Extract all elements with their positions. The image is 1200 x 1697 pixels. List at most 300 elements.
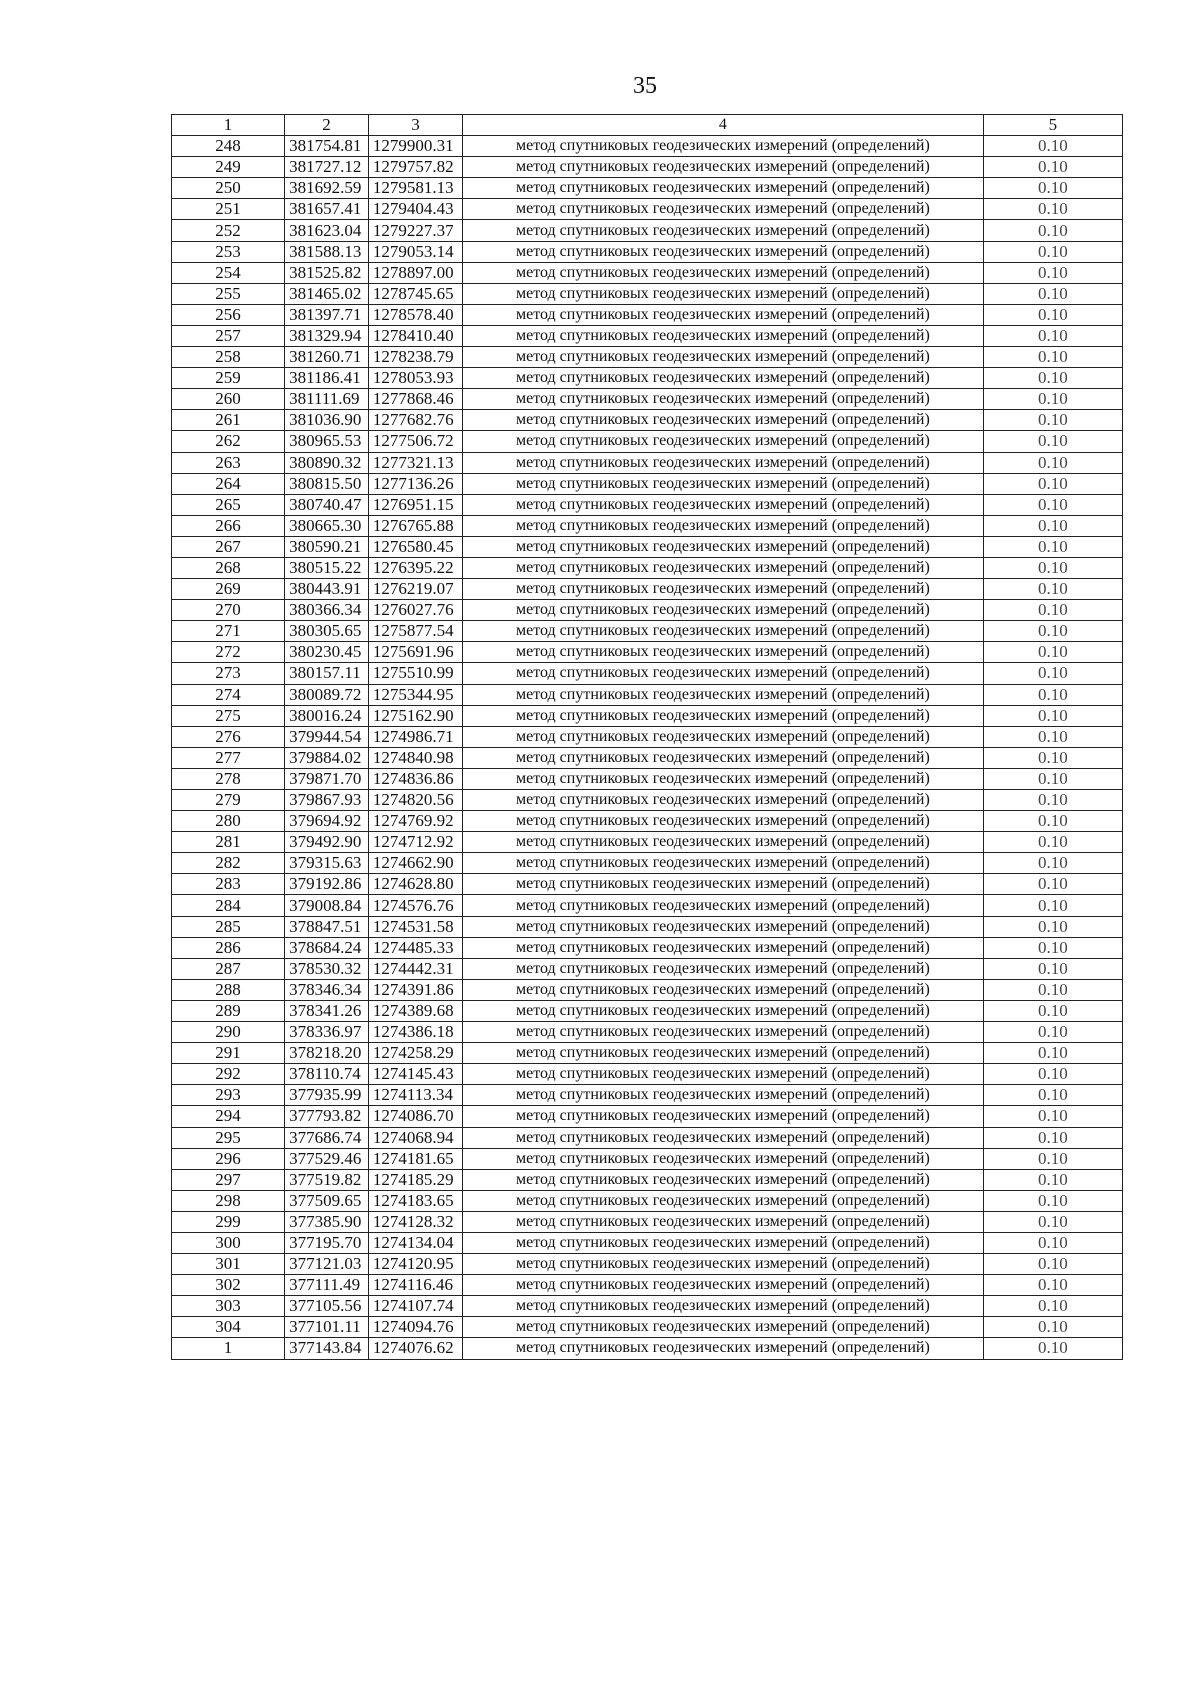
table-row	[172, 937, 1123, 958]
table-row	[172, 1022, 1123, 1043]
point-number-cell: 300	[172, 1232, 285, 1253]
point-number-cell: 284	[172, 895, 285, 916]
table-row	[172, 768, 1123, 789]
x-coordinate-cell: 377509.65	[285, 1190, 369, 1211]
point-number-cell: 270	[172, 600, 285, 621]
table-row	[172, 241, 1123, 262]
table-row	[172, 684, 1123, 705]
y-coordinate-cell: 1279581.13	[368, 178, 462, 199]
header-cell-1: 1	[172, 115, 285, 136]
point-number-cell: 292	[172, 1064, 285, 1085]
method-cell: метод спутниковых геодезических измерений (определений)	[463, 684, 984, 705]
accuracy-cell: 0.10	[983, 136, 1122, 157]
accuracy-cell: 0.10	[983, 768, 1122, 789]
x-coordinate-cell: 379871.70	[285, 768, 369, 789]
x-coordinate-cell: 380366.34	[285, 600, 369, 621]
x-coordinate-cell: 378218.20	[285, 1043, 369, 1064]
point-number-cell: 266	[172, 515, 285, 536]
accuracy-cell: 0.10	[983, 262, 1122, 283]
method-cell: метод спутниковых геодезических измерений (определений)	[463, 557, 984, 578]
y-coordinate-cell: 1274086.70	[368, 1106, 462, 1127]
y-coordinate-cell: 1278578.40	[368, 304, 462, 325]
x-coordinate-cell: 379944.54	[285, 726, 369, 747]
x-coordinate-cell: 377195.70	[285, 1232, 369, 1253]
method-cell: метод спутниковых геодезических измерений (определений)	[463, 1296, 984, 1317]
method-cell: метод спутниковых геодезических измерений (определений)	[463, 1275, 984, 1296]
method-cell: метод спутниковых геодезических измерений (определений)	[463, 157, 984, 178]
table-row	[172, 304, 1123, 325]
y-coordinate-cell: 1274389.68	[368, 1000, 462, 1021]
method-cell: метод спутниковых геодезических измерений (определений)	[463, 410, 984, 431]
point-number-cell: 253	[172, 241, 285, 262]
x-coordinate-cell: 380230.45	[285, 642, 369, 663]
y-coordinate-cell: 1274576.76	[368, 895, 462, 916]
y-coordinate-cell: 1274185.29	[368, 1169, 462, 1190]
method-cell: метод спутниковых геодезических измерений (определений)	[463, 1085, 984, 1106]
table-row	[172, 874, 1123, 895]
x-coordinate-cell: 380590.21	[285, 536, 369, 557]
x-coordinate-cell: 379492.90	[285, 832, 369, 853]
point-number-cell: 256	[172, 304, 285, 325]
y-coordinate-cell: 1274128.32	[368, 1211, 462, 1232]
table-row	[172, 389, 1123, 410]
point-number-cell: 277	[172, 747, 285, 768]
y-coordinate-cell: 1274840.98	[368, 747, 462, 768]
point-number-cell: 276	[172, 726, 285, 747]
table-row	[172, 1211, 1123, 1232]
point-number-cell: 252	[172, 220, 285, 241]
method-cell: метод спутниковых геодезических измерений (определений)	[463, 494, 984, 515]
table-row	[172, 347, 1123, 368]
table-row	[172, 515, 1123, 536]
method-cell: метод спутниковых геодезических измерений (определений)	[463, 325, 984, 346]
table-row	[172, 1148, 1123, 1169]
y-coordinate-cell: 1277506.72	[368, 431, 462, 452]
method-cell: метод спутниковых геодезических измерений (определений)	[463, 1190, 984, 1211]
method-cell: метод спутниковых геодезических измерений (определений)	[463, 368, 984, 389]
accuracy-cell: 0.10	[983, 1211, 1122, 1232]
y-coordinate-cell: 1274391.86	[368, 979, 462, 1000]
y-coordinate-cell: 1274386.18	[368, 1022, 462, 1043]
table-body	[172, 115, 1123, 1360]
method-cell: метод спутниковых геодезических измерений (определений)	[463, 1106, 984, 1127]
y-coordinate-cell: 1278238.79	[368, 347, 462, 368]
y-coordinate-cell: 1276027.76	[368, 600, 462, 621]
method-cell: метод спутниковых геодезических измерений (определений)	[463, 389, 984, 410]
x-coordinate-cell: 381727.12	[285, 157, 369, 178]
accuracy-cell: 0.10	[983, 747, 1122, 768]
x-coordinate-cell: 378530.32	[285, 958, 369, 979]
table-row	[172, 811, 1123, 832]
accuracy-cell: 0.10	[983, 600, 1122, 621]
point-number-cell: 255	[172, 283, 285, 304]
table-row	[172, 1169, 1123, 1190]
point-number-cell: 272	[172, 642, 285, 663]
point-number-cell: 303	[172, 1296, 285, 1317]
accuracy-cell: 0.10	[983, 1022, 1122, 1043]
method-cell: метод спутниковых геодезических измерений (определений)	[463, 747, 984, 768]
x-coordinate-cell: 381692.59	[285, 178, 369, 199]
table-row	[172, 747, 1123, 768]
accuracy-cell: 0.10	[983, 958, 1122, 979]
accuracy-cell: 0.10	[983, 663, 1122, 684]
y-coordinate-cell: 1274107.74	[368, 1296, 462, 1317]
point-number-cell: 248	[172, 136, 285, 157]
table-row	[172, 199, 1123, 220]
table-row	[172, 1127, 1123, 1148]
table-row	[172, 853, 1123, 874]
method-cell: метод спутниковых геодезических измерений (определений)	[463, 832, 984, 853]
table-row	[172, 1296, 1123, 1317]
accuracy-cell: 0.10	[983, 895, 1122, 916]
point-number-cell: 251	[172, 199, 285, 220]
y-coordinate-cell: 1278745.65	[368, 283, 462, 304]
point-number-cell: 260	[172, 389, 285, 410]
x-coordinate-cell: 380890.32	[285, 452, 369, 473]
point-number-cell: 295	[172, 1127, 285, 1148]
x-coordinate-cell: 379694.92	[285, 811, 369, 832]
x-coordinate-cell: 381657.41	[285, 199, 369, 220]
x-coordinate-cell: 378847.51	[285, 916, 369, 937]
accuracy-cell: 0.10	[983, 684, 1122, 705]
point-number-cell: 286	[172, 937, 285, 958]
table-row	[172, 600, 1123, 621]
accuracy-cell: 0.10	[983, 431, 1122, 452]
table-row	[172, 663, 1123, 684]
method-cell: метод спутниковых геодезических измерений (определений)	[463, 1211, 984, 1232]
accuracy-cell: 0.10	[983, 1127, 1122, 1148]
table-row	[172, 1064, 1123, 1085]
table-row	[172, 1338, 1123, 1359]
x-coordinate-cell: 379315.63	[285, 853, 369, 874]
accuracy-cell: 0.10	[983, 304, 1122, 325]
accuracy-cell: 0.10	[983, 241, 1122, 262]
method-cell: метод спутниковых геодезических измерений (определений)	[463, 220, 984, 241]
method-cell: метод спутниковых геодезических измерений (определений)	[463, 1232, 984, 1253]
y-coordinate-cell: 1274836.86	[368, 768, 462, 789]
y-coordinate-cell: 1274116.46	[368, 1275, 462, 1296]
method-cell: метод спутниковых геодезических измерений (определений)	[463, 241, 984, 262]
method-cell: метод спутниковых геодезических измерений (определений)	[463, 958, 984, 979]
y-coordinate-cell: 1275877.54	[368, 621, 462, 642]
y-coordinate-cell: 1279053.14	[368, 241, 462, 262]
x-coordinate-cell: 380305.65	[285, 621, 369, 642]
x-coordinate-cell: 381754.81	[285, 136, 369, 157]
point-number-cell: 278	[172, 768, 285, 789]
table-row	[172, 220, 1123, 241]
table-row	[172, 536, 1123, 557]
accuracy-cell: 0.10	[983, 1106, 1122, 1127]
x-coordinate-cell: 378341.26	[285, 1000, 369, 1021]
y-coordinate-cell: 1274113.34	[368, 1085, 462, 1106]
accuracy-cell: 0.10	[983, 1338, 1122, 1359]
point-number-cell: 298	[172, 1190, 285, 1211]
method-cell: метод спутниковых геодезических измерений (определений)	[463, 853, 984, 874]
y-coordinate-cell: 1274094.76	[368, 1317, 462, 1338]
method-cell: метод спутниковых геодезических измерений (определений)	[463, 136, 984, 157]
x-coordinate-cell: 381397.71	[285, 304, 369, 325]
point-number-cell: 297	[172, 1169, 285, 1190]
method-cell: метод спутниковых геодезических измерений (определений)	[463, 790, 984, 811]
accuracy-cell: 0.10	[983, 726, 1122, 747]
table-row	[172, 410, 1123, 431]
accuracy-cell: 0.10	[983, 642, 1122, 663]
y-coordinate-cell: 1274120.95	[368, 1254, 462, 1275]
point-number-cell: 288	[172, 979, 285, 1000]
point-number-cell: 282	[172, 853, 285, 874]
method-cell: метод спутниковых геодезических измерений (определений)	[463, 199, 984, 220]
method-cell: метод спутниковых геодезических измерений (определений)	[463, 515, 984, 536]
y-coordinate-cell: 1274986.71	[368, 726, 462, 747]
method-cell: метод спутниковых геодезических измерений (определений)	[463, 178, 984, 199]
method-cell: метод спутниковых геодезических измерений (определений)	[463, 473, 984, 494]
table-row	[172, 790, 1123, 811]
method-cell: метод спутниковых геодезических измерений (определений)	[463, 979, 984, 1000]
y-coordinate-cell: 1275691.96	[368, 642, 462, 663]
table-row	[172, 916, 1123, 937]
y-coordinate-cell: 1278410.40	[368, 325, 462, 346]
point-number-cell: 265	[172, 494, 285, 515]
accuracy-cell: 0.10	[983, 1064, 1122, 1085]
accuracy-cell: 0.10	[983, 1169, 1122, 1190]
accuracy-cell: 0.10	[983, 705, 1122, 726]
table-row	[172, 621, 1123, 642]
x-coordinate-cell: 380965.53	[285, 431, 369, 452]
table-row	[172, 452, 1123, 473]
point-number-cell: 268	[172, 557, 285, 578]
table-row	[172, 1232, 1123, 1253]
y-coordinate-cell: 1278053.93	[368, 368, 462, 389]
accuracy-cell: 0.10	[983, 410, 1122, 431]
point-number-cell: 274	[172, 684, 285, 705]
method-cell: метод спутниковых геодезических измерений (определений)	[463, 1338, 984, 1359]
x-coordinate-cell: 380157.11	[285, 663, 369, 684]
method-cell: метод спутниковых геодезических измерений (определений)	[463, 347, 984, 368]
method-cell: метод спутниковых геодезических измерений (определений)	[463, 304, 984, 325]
point-number-cell: 261	[172, 410, 285, 431]
accuracy-cell: 0.10	[983, 832, 1122, 853]
accuracy-cell: 0.10	[983, 579, 1122, 600]
y-coordinate-cell: 1276951.15	[368, 494, 462, 515]
accuracy-cell: 0.10	[983, 389, 1122, 410]
accuracy-cell: 0.10	[983, 178, 1122, 199]
point-number-cell: 264	[172, 473, 285, 494]
table-row	[172, 368, 1123, 389]
x-coordinate-cell: 377143.84	[285, 1338, 369, 1359]
method-cell: метод спутниковых геодезических измерений (определений)	[463, 874, 984, 895]
method-cell: метод спутниковых геодезических измерений (определений)	[463, 895, 984, 916]
accuracy-cell: 0.10	[983, 1148, 1122, 1169]
accuracy-cell: 0.10	[983, 283, 1122, 304]
table-row	[172, 262, 1123, 283]
accuracy-cell: 0.10	[983, 157, 1122, 178]
point-number-cell: 299	[172, 1211, 285, 1232]
x-coordinate-cell: 381260.71	[285, 347, 369, 368]
page-number: 35	[633, 73, 657, 99]
accuracy-cell: 0.10	[983, 368, 1122, 389]
y-coordinate-cell: 1277682.76	[368, 410, 462, 431]
table-row	[172, 157, 1123, 178]
x-coordinate-cell: 378336.97	[285, 1022, 369, 1043]
table-row	[172, 1317, 1123, 1338]
x-coordinate-cell: 379008.84	[285, 895, 369, 916]
point-number-cell: 289	[172, 1000, 285, 1021]
x-coordinate-cell: 380016.24	[285, 705, 369, 726]
method-cell: метод спутниковых геодезических измерений (определений)	[463, 1317, 984, 1338]
point-number-cell: 293	[172, 1085, 285, 1106]
point-number-cell: 1	[172, 1338, 285, 1359]
table-row	[172, 895, 1123, 916]
y-coordinate-cell: 1279404.43	[368, 199, 462, 220]
accuracy-cell: 0.10	[983, 347, 1122, 368]
point-number-cell: 301	[172, 1254, 285, 1275]
method-cell: метод спутниковых геодезических измерений (определений)	[463, 1022, 984, 1043]
x-coordinate-cell: 381465.02	[285, 283, 369, 304]
x-coordinate-cell: 378684.24	[285, 937, 369, 958]
accuracy-cell: 0.10	[983, 811, 1122, 832]
accuracy-cell: 0.10	[983, 790, 1122, 811]
x-coordinate-cell: 381329.94	[285, 325, 369, 346]
point-number-cell: 259	[172, 368, 285, 389]
accuracy-cell: 0.10	[983, 1232, 1122, 1253]
accuracy-cell: 0.10	[983, 1043, 1122, 1064]
method-cell: метод спутниковых геодезических измерений (определений)	[463, 1169, 984, 1190]
x-coordinate-cell: 379192.86	[285, 874, 369, 895]
point-number-cell: 249	[172, 157, 285, 178]
accuracy-cell: 0.10	[983, 473, 1122, 494]
point-number-cell: 279	[172, 790, 285, 811]
x-coordinate-cell: 381588.13	[285, 241, 369, 262]
table-row	[172, 494, 1123, 515]
accuracy-cell: 0.10	[983, 515, 1122, 536]
method-cell: метод спутниковых геодезических измерений (определений)	[463, 937, 984, 958]
y-coordinate-cell: 1274820.56	[368, 790, 462, 811]
method-cell: метод спутниковых геодезических измерений (определений)	[463, 621, 984, 642]
header-cell-3: 3	[368, 115, 462, 136]
x-coordinate-cell: 377686.74	[285, 1127, 369, 1148]
accuracy-cell: 0.10	[983, 853, 1122, 874]
x-coordinate-cell: 379884.02	[285, 747, 369, 768]
header-cell-2: 2	[285, 115, 369, 136]
y-coordinate-cell: 1276580.45	[368, 536, 462, 557]
table-row	[172, 726, 1123, 747]
y-coordinate-cell: 1274145.43	[368, 1064, 462, 1085]
table-row	[172, 283, 1123, 304]
y-coordinate-cell: 1274258.29	[368, 1043, 462, 1064]
y-coordinate-cell: 1274068.94	[368, 1127, 462, 1148]
table-row	[172, 1106, 1123, 1127]
method-cell: метод спутниковых геодезических измерений (определений)	[463, 1254, 984, 1275]
y-coordinate-cell: 1274628.80	[368, 874, 462, 895]
x-coordinate-cell: 377519.82	[285, 1169, 369, 1190]
method-cell: метод спутниковых геодезических измерений (определений)	[463, 1064, 984, 1085]
table-row	[172, 979, 1123, 1000]
method-cell: метод спутниковых геодезических измерений (определений)	[463, 431, 984, 452]
table-row	[172, 832, 1123, 853]
y-coordinate-cell: 1277868.46	[368, 389, 462, 410]
table-row	[172, 1190, 1123, 1211]
y-coordinate-cell: 1275510.99	[368, 663, 462, 684]
point-number-cell: 250	[172, 178, 285, 199]
x-coordinate-cell: 381111.69	[285, 389, 369, 410]
x-coordinate-cell: 380815.50	[285, 473, 369, 494]
method-cell: метод спутниковых геодезических измерений (определений)	[463, 916, 984, 937]
table-row	[172, 431, 1123, 452]
method-cell: метод спутниковых геодезических измерений (определений)	[463, 283, 984, 304]
method-cell: метод спутниковых геодезических измерений (определений)	[463, 705, 984, 726]
point-number-cell: 254	[172, 262, 285, 283]
point-number-cell: 287	[172, 958, 285, 979]
method-cell: метод спутниковых геодезических измерений (определений)	[463, 811, 984, 832]
y-coordinate-cell: 1275344.95	[368, 684, 462, 705]
method-cell: метод спутниковых геодезических измерений (определений)	[463, 663, 984, 684]
x-coordinate-cell: 380740.47	[285, 494, 369, 515]
point-number-cell: 302	[172, 1275, 285, 1296]
table-row	[172, 1043, 1123, 1064]
point-number-cell: 263	[172, 452, 285, 473]
method-cell: метод спутниковых геодезических измерений (определений)	[463, 600, 984, 621]
point-number-cell: 290	[172, 1022, 285, 1043]
table-row	[172, 325, 1123, 346]
method-cell: метод спутниковых геодезических измерений (определений)	[463, 1000, 984, 1021]
point-number-cell: 296	[172, 1148, 285, 1169]
x-coordinate-cell: 381036.90	[285, 410, 369, 431]
accuracy-cell: 0.10	[983, 1296, 1122, 1317]
y-coordinate-cell: 1274181.65	[368, 1148, 462, 1169]
accuracy-cell: 0.10	[983, 1275, 1122, 1296]
method-cell: метод спутниковых геодезических измерений (определений)	[463, 726, 984, 747]
x-coordinate-cell: 380089.72	[285, 684, 369, 705]
y-coordinate-cell: 1274485.33	[368, 937, 462, 958]
point-number-cell: 285	[172, 916, 285, 937]
accuracy-cell: 0.10	[983, 452, 1122, 473]
point-number-cell: 294	[172, 1106, 285, 1127]
x-coordinate-cell: 380443.91	[285, 579, 369, 600]
y-coordinate-cell: 1274134.04	[368, 1232, 462, 1253]
point-number-cell: 273	[172, 663, 285, 684]
accuracy-cell: 0.10	[983, 874, 1122, 895]
x-coordinate-cell: 380515.22	[285, 557, 369, 578]
method-cell: метод спутниковых геодезических измерений (определений)	[463, 262, 984, 283]
accuracy-cell: 0.10	[983, 916, 1122, 937]
accuracy-cell: 0.10	[983, 1085, 1122, 1106]
accuracy-cell: 0.10	[983, 1000, 1122, 1021]
y-coordinate-cell: 1274712.92	[368, 832, 462, 853]
method-cell: метод спутниковых геодезических измерений (определений)	[463, 536, 984, 557]
point-number-cell: 257	[172, 325, 285, 346]
accuracy-cell: 0.10	[983, 220, 1122, 241]
method-cell: метод спутниковых геодезических измерений (определений)	[463, 1127, 984, 1148]
method-cell: метод спутниковых геодезических измерений (определений)	[463, 1043, 984, 1064]
method-cell: метод спутниковых геодезических измерений (определений)	[463, 1148, 984, 1169]
x-coordinate-cell: 379867.93	[285, 790, 369, 811]
accuracy-cell: 0.10	[983, 1254, 1122, 1275]
accuracy-cell: 0.10	[983, 536, 1122, 557]
table-row	[172, 705, 1123, 726]
method-cell: метод спутниковых геодезических измерений (определений)	[463, 579, 984, 600]
x-coordinate-cell: 377121.03	[285, 1254, 369, 1275]
point-number-cell: 283	[172, 874, 285, 895]
y-coordinate-cell: 1278897.00	[368, 262, 462, 283]
table-row	[172, 1085, 1123, 1106]
table-row	[172, 1254, 1123, 1275]
accuracy-cell: 0.10	[983, 199, 1122, 220]
y-coordinate-cell: 1277321.13	[368, 452, 462, 473]
method-cell: метод спутниковых геодезических измерений (определений)	[463, 642, 984, 663]
point-number-cell: 271	[172, 621, 285, 642]
header-cell-5: 5	[983, 115, 1122, 136]
y-coordinate-cell: 1276219.07	[368, 579, 462, 600]
